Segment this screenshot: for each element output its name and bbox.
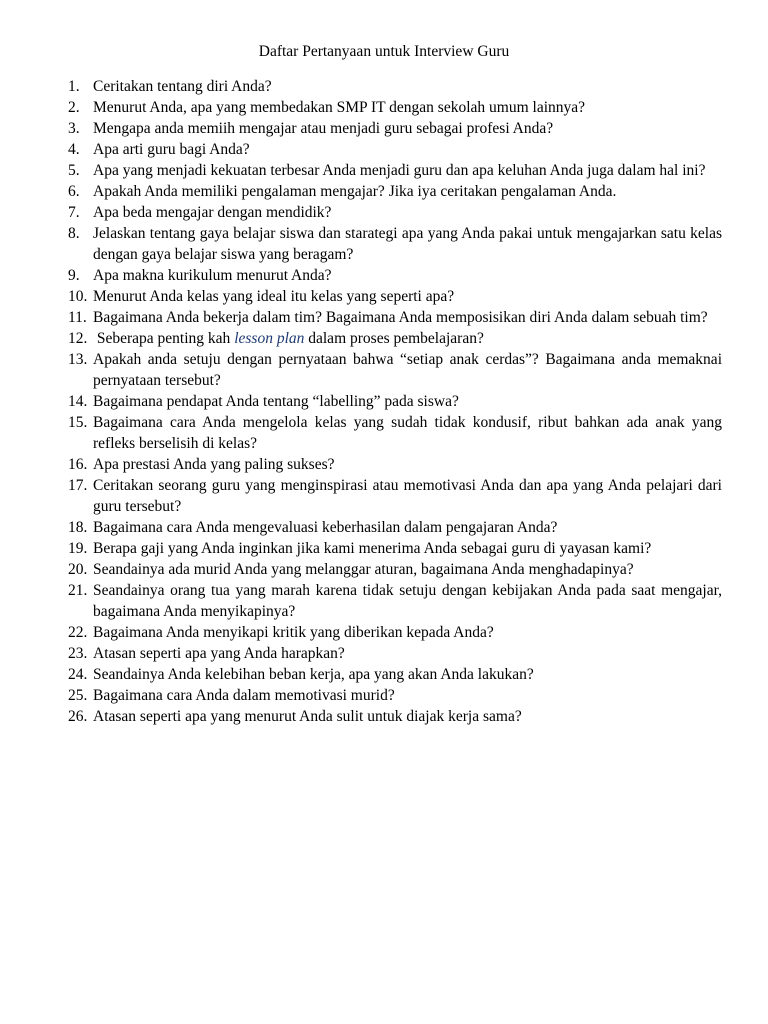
question-text: Bagaimana Anda menyikapi kritik yang diberikan kepada Anda? <box>93 624 494 641</box>
question-text-italic: lesson plan <box>234 330 305 347</box>
question-item <box>68 643 722 664</box>
question-number: 7. <box>68 204 80 221</box>
question-number: 2. <box>68 99 80 116</box>
question-number: 9. <box>68 267 80 284</box>
question-item <box>68 202 722 223</box>
question-text: Menurut Anda, apa yang membedakan SMP IT dengan sekolah umum lainnya? <box>93 99 586 116</box>
question-item <box>68 580 722 622</box>
question-item <box>68 685 722 706</box>
question-item <box>68 538 722 559</box>
question-number: 21. <box>68 582 88 599</box>
question-text: Mengapa anda memiih mengajar atau menjadi guru sebagai profesi Anda? <box>93 120 554 137</box>
question-text: Apa prestasi Anda yang paling sukses? <box>93 456 335 473</box>
question-item <box>68 181 722 202</box>
question-text: Berapa gaji yang Anda inginkan jika kami menerima Anda sebagai guru di yayasan kami? <box>93 540 652 557</box>
question-text: Atasan seperti apa yang menurut Anda sulit untuk diajak kerja sama? <box>93 708 522 725</box>
question-item <box>68 454 722 475</box>
question-text: Bagaimana cara Anda dalam memotivasi murid? <box>93 687 395 704</box>
question-number: 10. <box>68 288 88 305</box>
page-title: Daftar Pertanyaan untuk Interview Guru <box>258 43 510 60</box>
question-item <box>68 307 722 328</box>
question-number: 25. <box>68 687 88 704</box>
question-item <box>68 664 722 685</box>
question-item <box>68 139 722 160</box>
question-text: Apa beda mengajar dengan mendidik? <box>93 204 332 221</box>
question-item <box>68 517 722 538</box>
question-text: Seberapa penting kah <box>93 330 235 347</box>
question-text: dalam proses pembelajaran? <box>304 330 484 347</box>
question-number: 15. <box>68 414 88 431</box>
question-number: 24. <box>68 666 88 683</box>
question-item <box>68 349 722 391</box>
question-text: Bagaimana pendapat Anda tentang “labelling” pada siswa? <box>93 393 459 410</box>
question-number: 4. <box>68 141 80 158</box>
question-text: Apa arti guru bagi Anda? <box>93 141 250 158</box>
question-item <box>68 286 722 307</box>
question-number: 1. <box>68 78 80 95</box>
question-item <box>68 706 722 727</box>
question-number: 20. <box>68 561 88 578</box>
question-number: 22. <box>68 624 88 641</box>
question-number: 26. <box>68 708 88 725</box>
question-text: Atasan seperti apa yang Anda harapkan? <box>93 645 345 662</box>
question-number: 16. <box>68 456 88 473</box>
question-item <box>68 223 722 265</box>
question-text: Bagaimana Anda bekerja dalam tim? Bagaimana Anda memposisikan diri Anda dalam sebuah tim? <box>93 309 708 326</box>
question-text: Apakah anda setuju dengan pernyataan bahwa “setiap anak cerdas”? Bagaimana anda memaknai pernyataan tersebut? <box>93 351 722 389</box>
question-number: 12. <box>68 330 88 347</box>
question-text: Apa makna kurikulum menurut Anda? <box>93 267 332 284</box>
question-item <box>68 265 722 286</box>
question-item <box>68 391 722 412</box>
question-text: Seandainya orang tua yang marah karena tidak setuju dengan kebijakan Anda pada saat mengajar, bagaimana Anda menyikapinya? <box>93 582 722 620</box>
question-number: 14. <box>68 393 88 410</box>
question-number: 19. <box>68 540 88 557</box>
question-item <box>68 160 722 181</box>
question-item <box>68 328 722 349</box>
question-number: 17. <box>68 477 88 494</box>
question-number: 3. <box>68 120 80 137</box>
question-item <box>68 97 722 118</box>
question-text: Jelaskan tentang gaya belajar siswa dan starategi apa yang Anda pakai untuk mengajarkan satu kelas dengan gaya belajar siswa yang beragam? <box>93 225 722 263</box>
question-number: 6. <box>68 183 80 200</box>
question-text: Ceritakan seorang guru yang menginspirasi atau memotivasi Anda dan apa yang Anda pelajari dari guru tersebut? <box>93 477 722 515</box>
question-item <box>68 118 722 139</box>
question-text: Bagaimana cara Anda mengelola kelas yang sudah tidak kondusif, ribut bahkan ada anak yang refleks berselisih di kelas? <box>93 414 722 452</box>
question-item <box>68 412 722 454</box>
question-text: Ceritakan tentang diri Anda? <box>93 78 272 95</box>
question-number: 13. <box>68 351 88 368</box>
question-item <box>68 76 722 97</box>
question-number: 8. <box>68 225 80 242</box>
question-number: 11. <box>68 309 87 326</box>
question-text: Seandainya ada murid Anda yang melanggar aturan, bagaimana Anda menghadapinya? <box>93 561 634 578</box>
question-text: Menurut Anda kelas yang ideal itu kelas yang seperti apa? <box>93 288 455 305</box>
question-number: 23. <box>68 645 88 662</box>
question-text: Seandainya Anda kelebihan beban kerja, apa yang akan Anda lakukan? <box>93 666 534 683</box>
question-text: Apa yang menjadi kekuatan terbesar Anda menjadi guru dan apa keluhan Anda juga dalam hal ini? <box>93 162 706 179</box>
question-item <box>68 475 722 517</box>
question-text: Bagaimana cara Anda mengevaluasi keberhasilan dalam pengajaran Anda? <box>93 519 558 536</box>
question-number: 18. <box>68 519 88 536</box>
question-text: Apakah Anda memiliki pengalaman mengajar? Jika iya ceritakan pengalaman Anda. <box>93 183 617 200</box>
question-item <box>68 622 722 643</box>
question-number: 5. <box>68 162 80 179</box>
question-list <box>68 76 722 727</box>
question-item <box>68 559 722 580</box>
